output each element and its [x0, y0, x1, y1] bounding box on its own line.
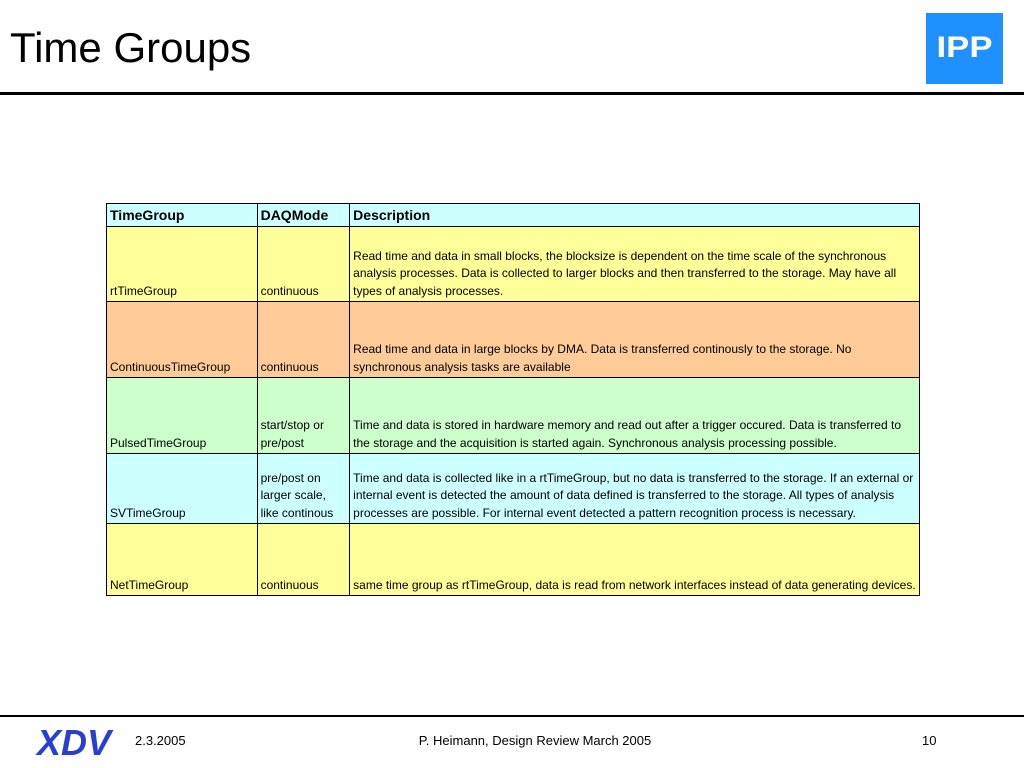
table-header-row [107, 204, 920, 227]
page-number: 10 [922, 733, 937, 748]
cell-timegroup: NetTimeGroup [107, 524, 258, 596]
slide-title: Time Groups [10, 24, 252, 71]
cell-daqmode: continuous [257, 302, 350, 378]
time-groups-table [106, 203, 920, 596]
table-row [107, 454, 920, 524]
ipp-logo-text: IPP [936, 31, 993, 64]
footer-date: 2.3.2005 [135, 733, 186, 748]
cell-timegroup: ContinuousTimeGroup [107, 302, 258, 378]
footer-author: P. Heimann, Design Review March 2005 [418, 733, 652, 748]
ipp-logo [926, 13, 1003, 84]
header-daqmode: DAQMode [257, 204, 350, 227]
cell-timegroup: SVTimeGroup [107, 454, 258, 524]
cell-description: same time group as rtTimeGroup, data is read from network interfaces instead of data generating devices. [350, 524, 920, 596]
cell-description: Time and data is stored in hardware memory and read out after a trigger occured. Data is transferred to the storage and the acquisition is started again. Synchronous analysis processing possible. [350, 378, 920, 454]
table-row [107, 524, 920, 596]
footer-divider [0, 715, 1024, 717]
cell-description: Read time and data in small blocks, the blocksize is dependent on the time scale of the synchronous analysis processes. Data is collected to larger blocks and then transferred to the storage. May have all types of analysis processes. [350, 227, 920, 302]
header-timegroup: TimeGroup [107, 204, 258, 227]
cell-daqmode: pre/post on larger scale, like continous [257, 454, 350, 524]
cell-daqmode: continuous [257, 524, 350, 596]
cell-timegroup: rtTimeGroup [107, 227, 258, 302]
header-description: Description [350, 204, 920, 227]
cell-daqmode: start/stop or pre/post [257, 378, 350, 454]
cell-timegroup: PulsedTimeGroup [107, 378, 258, 454]
xdv-logo-text: XDV [35, 722, 114, 761]
cell-description: Time and data is collected like in a rtTimeGroup, but no data is transferred to the storage. If an external or internal event is detected the amount of data defined is transferred to the storage. All types of analysis processes are possible. For internal event detected a pattern recognition process is necessary. [350, 454, 920, 524]
cell-daqmode: continuous [257, 227, 350, 302]
table-row [107, 302, 920, 378]
table-row [107, 227, 920, 302]
table-row [107, 378, 920, 454]
title-divider [0, 92, 1024, 95]
cell-description: Read time and data in large blocks by DMA. Data is transferred continously to the storage. No synchronous analysis tasks are available [350, 302, 920, 378]
